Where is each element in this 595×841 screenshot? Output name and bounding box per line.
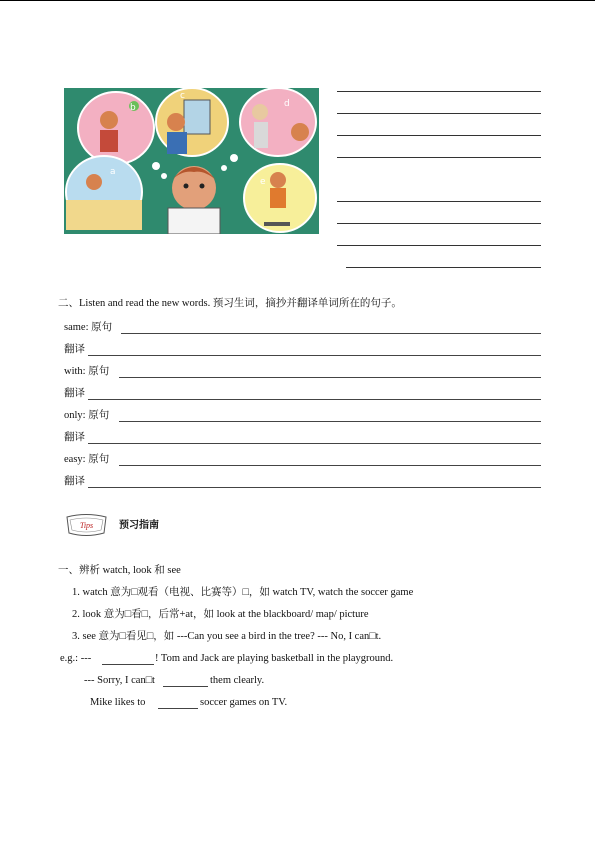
word-row-with	[64, 365, 109, 378]
answer-line[interactable]	[337, 135, 541, 136]
original-sentence-label: 原句	[88, 366, 110, 377]
translation-line[interactable]	[88, 399, 541, 400]
example-label: e.g.: ---	[60, 653, 92, 664]
answer-line[interactable]	[346, 267, 541, 268]
label-b: b	[130, 103, 136, 113]
blank-line[interactable]	[163, 686, 208, 687]
translation-label: 翻译	[64, 476, 85, 487]
word-row-easy	[64, 453, 109, 466]
answer-line[interactable]	[337, 157, 541, 158]
translation-label: 翻译	[64, 388, 85, 399]
word-label: same:	[64, 322, 89, 333]
section-2-heading: 二、Listen and read the new words. 预习生词，摘抄并翻译单词所在的句子。	[58, 298, 402, 309]
example-sentence-1: ! Tom and Jack are playing basketball in the playground.	[155, 653, 394, 664]
blank-line[interactable]	[158, 708, 198, 709]
original-sentence-line[interactable]	[119, 421, 541, 422]
example-sentence-3-tail: soccer games on TV.	[200, 697, 288, 708]
original-sentence-label: 原句	[91, 322, 113, 333]
answer-line[interactable]	[337, 223, 541, 224]
word-row-same	[64, 321, 112, 334]
tips-badge-icon	[64, 513, 109, 537]
illustration-boy-thinking	[64, 88, 319, 234]
original-sentence-label: 原句	[88, 410, 110, 421]
thought-bubble-b	[78, 92, 154, 164]
illustration-svg	[64, 88, 319, 234]
tips-badge-text: Tips	[79, 521, 94, 530]
translation-label: 翻译	[64, 344, 85, 355]
example-sentence-2-head: --- Sorry, I can□t	[84, 675, 155, 686]
translation-line[interactable]	[88, 355, 541, 356]
boy-head	[172, 166, 216, 210]
list-item: 3. see 意为□看见□，如 ---Can you see a bird in the tree? --- No, I can□t.	[72, 631, 382, 642]
answer-line[interactable]	[337, 113, 541, 114]
answer-line[interactable]	[337, 201, 541, 202]
word-label: easy:	[64, 454, 86, 465]
translation-line[interactable]	[88, 487, 541, 488]
top-border	[0, 0, 595, 1]
original-sentence-line[interactable]	[119, 377, 541, 378]
label-a: a	[110, 167, 116, 177]
example-sentence-3-head: Mike likes to	[90, 697, 146, 708]
original-sentence-label: 原句	[88, 454, 110, 465]
word-label: only:	[64, 410, 86, 421]
blank-line[interactable]	[102, 664, 154, 665]
original-sentence-line[interactable]	[121, 333, 541, 334]
list-item: 1. watch 意为□观看（电视、比赛等）□，如 watch TV, watch the soccer game	[72, 587, 414, 598]
thought-bubble-d	[240, 88, 316, 156]
translation-line[interactable]	[88, 443, 541, 444]
label-c: c	[180, 91, 185, 101]
answer-line[interactable]	[337, 91, 541, 92]
word-row-only	[64, 409, 109, 422]
section-1-heading: 一、辨析 watch, look 和 see	[58, 565, 181, 576]
label-d: d	[284, 99, 290, 109]
answer-line[interactable]	[337, 245, 541, 246]
example-sentence-2-tail: them clearly.	[210, 675, 265, 686]
list-item: 2. look 意为□看□，后常+at，如 look at the blackboard/ map/ picture	[72, 609, 369, 620]
word-label: with:	[64, 366, 86, 377]
original-sentence-line[interactable]	[119, 465, 541, 466]
translation-label: 翻译	[64, 432, 85, 443]
label-e: e	[260, 177, 266, 187]
tips-title: 预习指南	[119, 520, 159, 531]
